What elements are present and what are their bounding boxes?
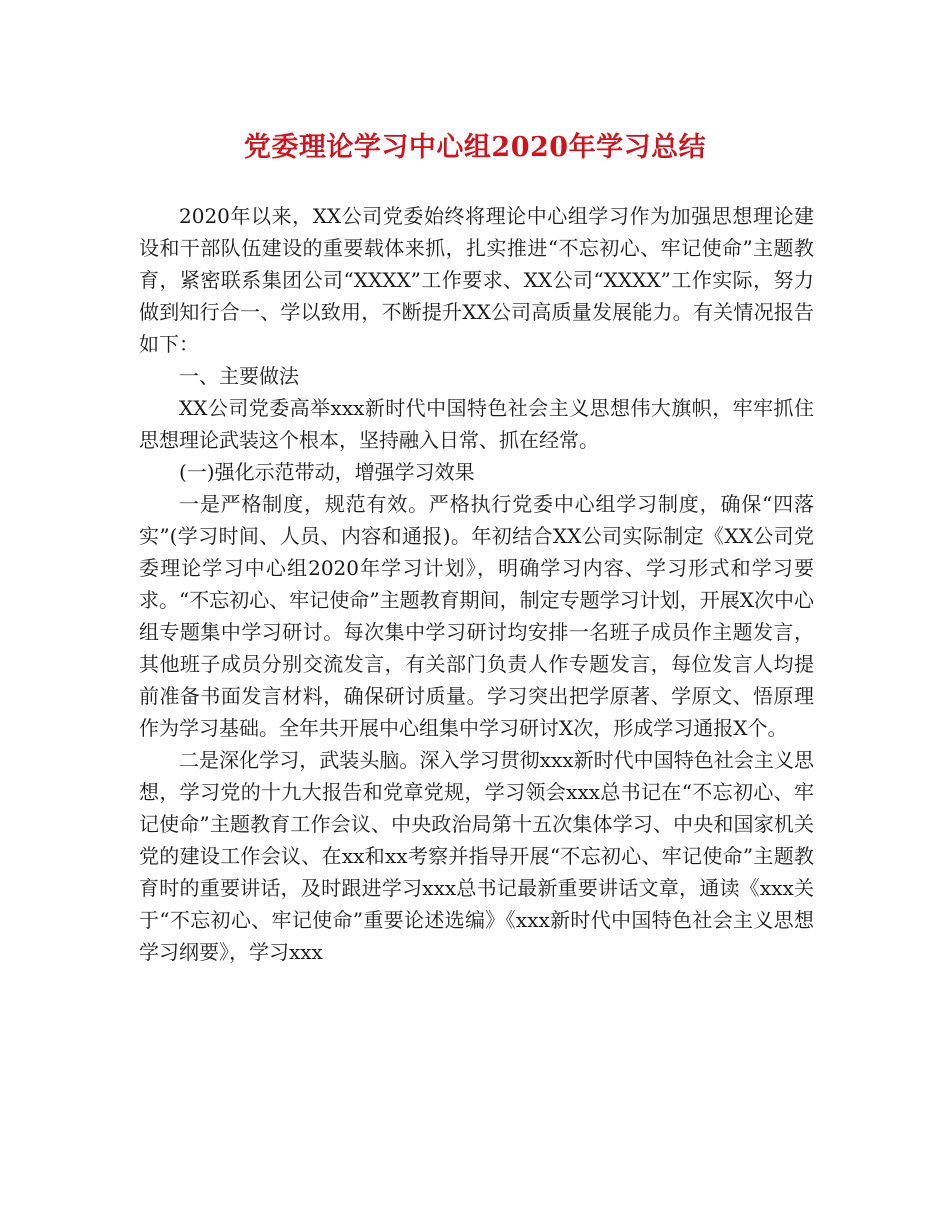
paragraph-deepen-study: 二是深化学习，武装头脑。深入学习贯彻xxx新时代中国特色社会主义思想，学习党的十九大报告和党章党规，学习领会xxx总书记在“不忘初心、牢记使命”主题教育工作会议、中央政治局第十五次集体学习、中央和国家机关党的建设工作会议、在xx和xx考察并指导开展“不忘初心、牢记使命”主题教育时的重要讲话，及时跟进学习xxx总书记最新重要讲话文章，通读《xxx关于“不忘初心、牢记使命”重要论述选编》《xxx新时代中国特色社会主义思想学习纲要》，学习xxx (139, 748, 814, 964)
document-body (139, 200, 814, 968)
paragraph-party-committee: XX公司党委高举xxx新时代中国特色社会主义思想伟大旗帜，牢牢抓住思想理论武装这个根本，坚持融入日常、抓在经常。 (139, 396, 814, 452)
subsection-heading-demonstration: (一)强化示范带动，增强学习效果 (179, 460, 475, 484)
paragraph-intro: 2020年以来，XX公司党委始终将理论中心组学习作为加强思想理论建设和干部队伍建设的重要载体来抓，扎实推进“不忘初心、牢记使命”主题教育，紧密联系集团公司“XXXX”工作要求、XX公司“XXXX”工作实际，努力做到知行合一、学以致用，不断提升XX公司高质量发展能力。有关情况报告如下： (139, 204, 814, 356)
section-heading-main-practices: 一、主要做法 (179, 364, 299, 388)
document-title: 党委理论学习中心组2020年学习总结 (243, 132, 707, 163)
paragraph-strict-system: 一是严格制度，规范有效。严格执行党委中心组学习制度，确保“四落实”(学习时间、人员、内容和通报)。年初结合XX公司实际制定《XX公司党委理论学习中心组2020年学习计划》，明确学习内容、学习形式和学习要求。“不忘初心、牢记使命”主题教育期间，制定专题学习计划，开展X次中心组专题集中学习研讨。每次集中学习研讨均安排一名班子成员作主题发言，其他班子成员分别交流发言，有关部门负责人作专题发言，每位发言人均提前准备书面发言材料，确保研讨质量。学习突出把学原著、学原文、悟原理作为学习基础。全年共开展中心组集中学习研讨X次，形成学习通报X个。 (139, 492, 814, 740)
